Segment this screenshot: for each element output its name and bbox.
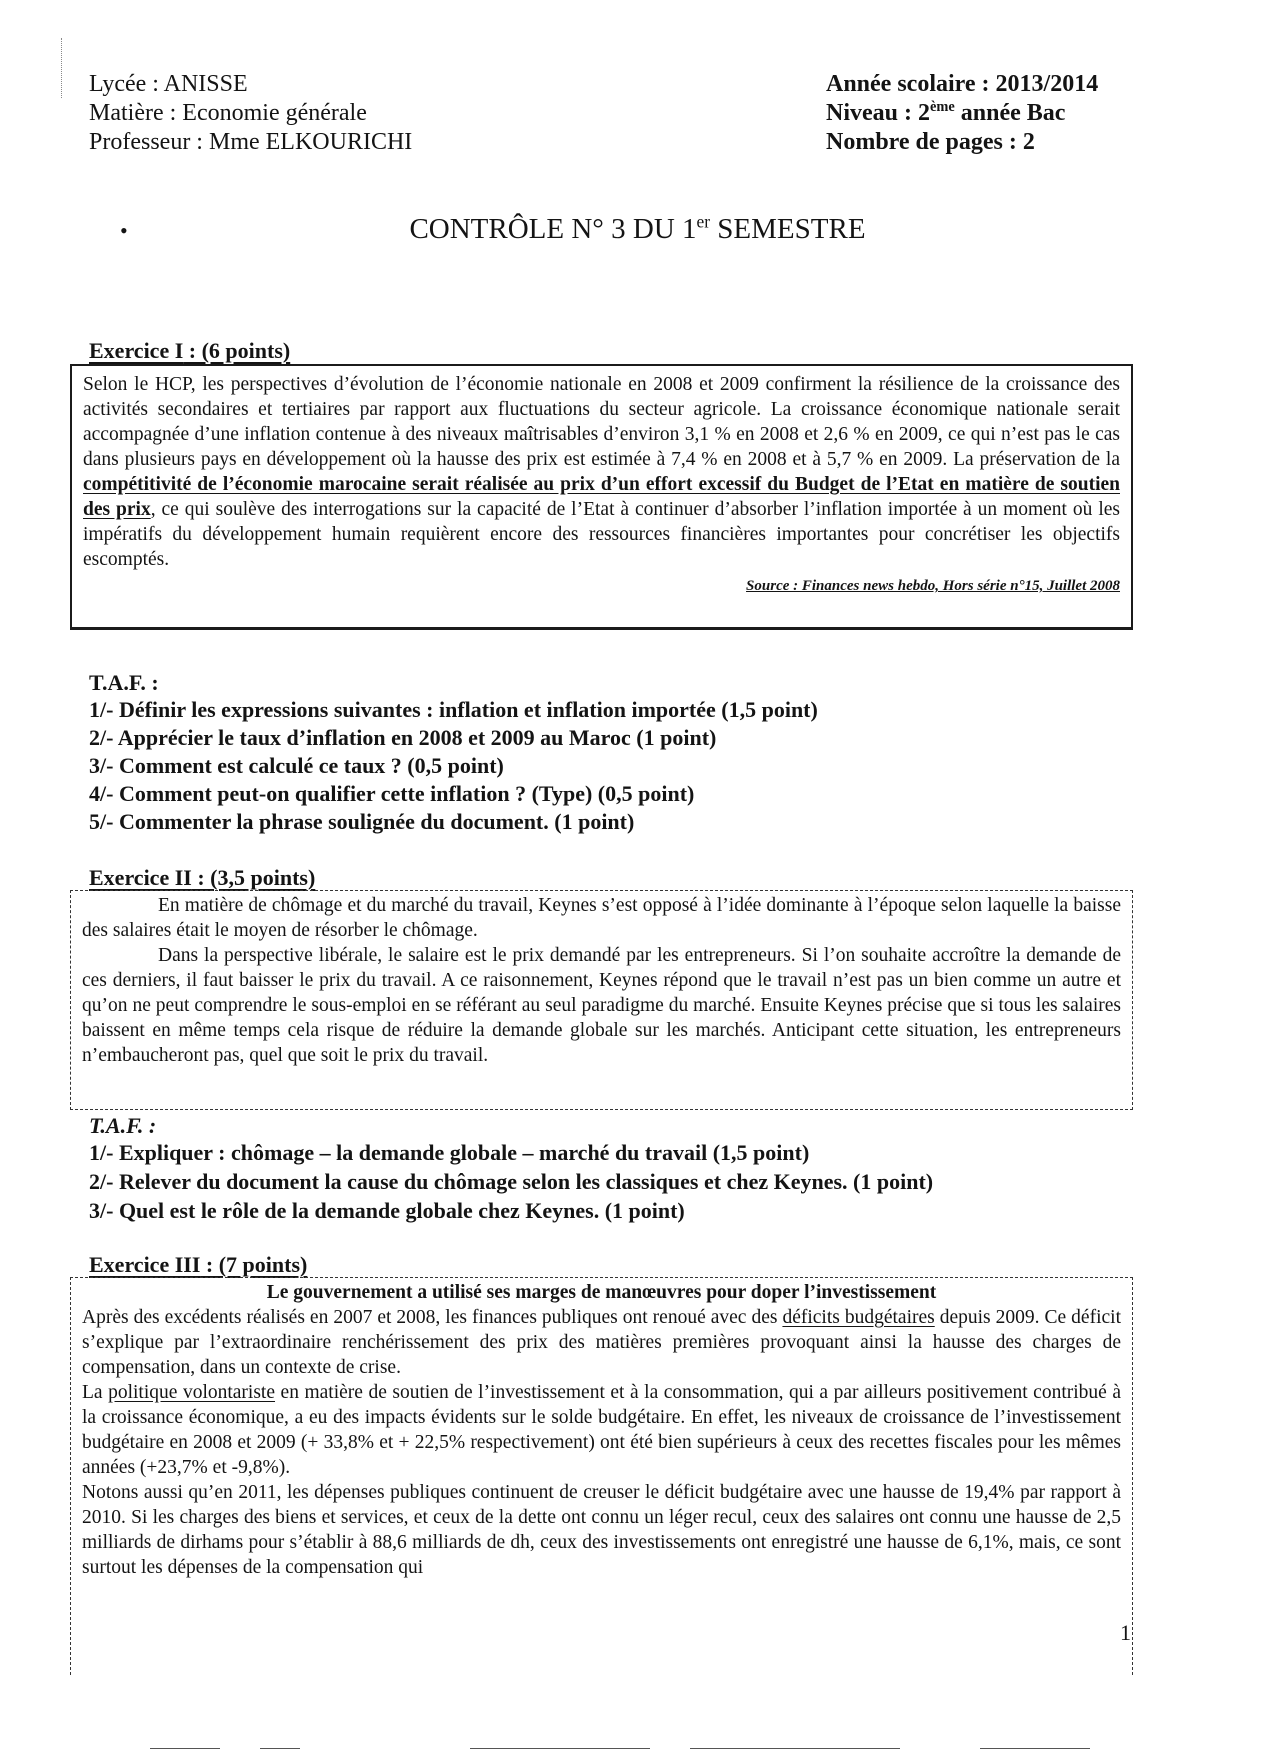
subject: Matière : Economie générale <box>89 100 367 126</box>
exercise-3-paragraph-2: La politique volontariste en matière de soutien de l’investissement et à la consommation, qui a par ailleurs positivement contribué à la croissance économique, a eu des impacts évidents sur le solde budgétaire. En effet, les niveaux de croissance de l’investissement budgétaire en 2008 et 2009 (+ 33,8% et + 22,5% respectivement) ont été bien supérieurs à ceux des recettes fiscales pour les mêmes années (+23,7% et -9,8%). <box>82 1382 1121 1478</box>
level: Niveau : 2ème année Bac <box>826 99 1066 126</box>
exercise-1-question-5: 5/- Commenter la phrase soulignée du document. (1 point) <box>89 809 635 834</box>
exercise-1-source: Source : Finances news hebdo, Hors série n°15, Juillet 2008 <box>746 578 1120 594</box>
footer-line <box>260 1748 300 1749</box>
exercise-1-document <box>70 364 1133 630</box>
exercise-3-paragraph-3: Notons aussi qu’en 2011, les dépenses publiques continuent de creuser le déficit budgétaire avec une hausse de 19,4% par rapport à 2010. Si les charges des biens et services, et ceux de la dette ont connu un léger recul, ceux des salaires ont connu une hausse de 2,5 milliards de dirhams pour s’établir à 88,6 milliards de dh, ceux des investissements ont enregistré une hausse de 6,1%, mais, ce sont surtout les dépenses de la compensation qui <box>82 1482 1121 1578</box>
exercise-2-taf: T.A.F. : <box>89 1113 157 1138</box>
page-title: CONTRÔLE N° 3 DU 1er SEMESTRE <box>409 211 866 245</box>
header-right <box>826 70 1098 157</box>
exercise-1-taf: T.A.F. : <box>89 670 159 695</box>
page-number: 1 <box>1120 1620 1131 1645</box>
exercise-2-paragraph-2: Dans la perspective libérale, le salaire est le prix demandé par les entrepreneurs. Si l’on souhaite accroître la demande de ces derniers, il faut baisser le prix du travail. A ce raisonnement, Keynes répond que le travail n’est pas un bien comme un autre et qu’on ne peut comprendre le sous-emploi en se référant au seul paradigme du marché. Ensuite Keynes précise que si tous les salaires baissent en même temps cela risque de réduire la demande globale sur les marchés. Anticipant cette situation, les entrepreneurs n’embaucheront pas, quel que soit le prix du travail. <box>82 945 1121 1066</box>
margin-marks <box>53 38 64 98</box>
exercise-1-heading: Exercice I : (6 points) <box>89 338 291 363</box>
exercise-2-heading: Exercice II : (3,5 points) <box>89 865 316 890</box>
exercise-1-question-3: 3/- Comment est calculé ce taux ? (0,5 point) <box>89 753 504 778</box>
footer-line <box>470 1748 650 1749</box>
footer-line <box>690 1748 900 1749</box>
exercise-1-question-1: 1/- Définir les expressions suivantes : inflation et inflation importée (1,5 point) <box>89 697 818 722</box>
exercise-2-document <box>70 890 1133 1110</box>
exercise-1-question-2: 2/- Apprécier le taux d’inflation en 2008 et 2009 au Maroc (1 point) <box>89 725 717 750</box>
school-name: Lycée : ANISSE <box>89 71 248 97</box>
footer-line <box>980 1748 1090 1749</box>
exercise-2-question-1: 1/- Expliquer : chômage – la demande globale – marché du travail (1,5 point) <box>89 1140 810 1165</box>
exercise-1-question-4: 4/- Comment peut-on qualifier cette inflation ? (Type) (0,5 point) <box>89 781 695 806</box>
exercise-1-text: Selon le HCP, les perspectives d’évolution de l’économie nationale en 2008 et 2009 confirment la résilience de la croissance des activités secondaires et tertiaires par rapport aux fluctuations du secteur agricole. La croissance économique nationale serait accompagnée d’une inflation contenue à des niveaux maîtrisables d’environ 3,1 % en 2008 et 2,6 % en 2009, ce qui n’est pas le cas dans plusieurs pays en développement où la hausse des prix est estimée à 7,4 % en 2008 et à 5,7 % en 2009. La préservation de la compétitivité de l’économie marocaine serait réalisée au prix d’un effort excessif du Budget de l’Etat en matière de soutien des prix, ce qui soulève des interrogations sur la capacité de l’Etat à continuer d’absorber l’inflation importée à un moment où les impératifs du développement humain requièrent encore des ressources financières importantes pour concrétiser les objectifs escomptés. <box>83 374 1121 570</box>
exercise-2-paragraph-1: En matière de chômage et du marché du travail, Keynes s’est opposé à l’idée dominante à l’époque selon laquelle la baisse des salaires était le moyen de résorber le chômage. <box>82 895 1121 941</box>
header-left <box>89 70 412 157</box>
exercise-3-document-title: Le gouvernement a utilisé ses marges de manœuvres pour doper l’investissement <box>266 1282 937 1303</box>
teacher: Professeur : Mme ELKOURICHI <box>89 129 413 155</box>
school-year: Année scolaire : 2013/2014 <box>826 71 1099 97</box>
exercise-2-question-3: 3/- Quel est le rôle de la demande globale chez Keynes. (1 point) <box>89 1198 685 1223</box>
underlined-sentence: compétitivité de l’économie marocaine serait réalisée au prix d’un effort excessif du Budget de l’Etat en matière de soutien des prix <box>83 474 1120 520</box>
page-count: Nombre de pages : 2 <box>826 129 1035 155</box>
exercise-3-paragraph-1: Après des excédents réalisés en 2007 et 2008, les finances publiques ont renoué avec des déficits budgétaires depuis 2009. Ce déficit s’explique par l’extraordinaire renchérissement des prix des matières premières provoquant ainsi la hausse des charges de compensation, dans un contexte de crise. <box>82 1307 1121 1378</box>
footer-line <box>150 1748 220 1749</box>
exercise-3-document <box>70 1277 1133 1675</box>
bullet-mark: • <box>120 218 128 243</box>
exercise-2-question-2: 2/- Relever du document la cause du chômage selon les classiques et chez Keynes. (1 point) <box>89 1169 934 1194</box>
exercise-3-heading: Exercice III : (7 points) <box>89 1252 308 1277</box>
